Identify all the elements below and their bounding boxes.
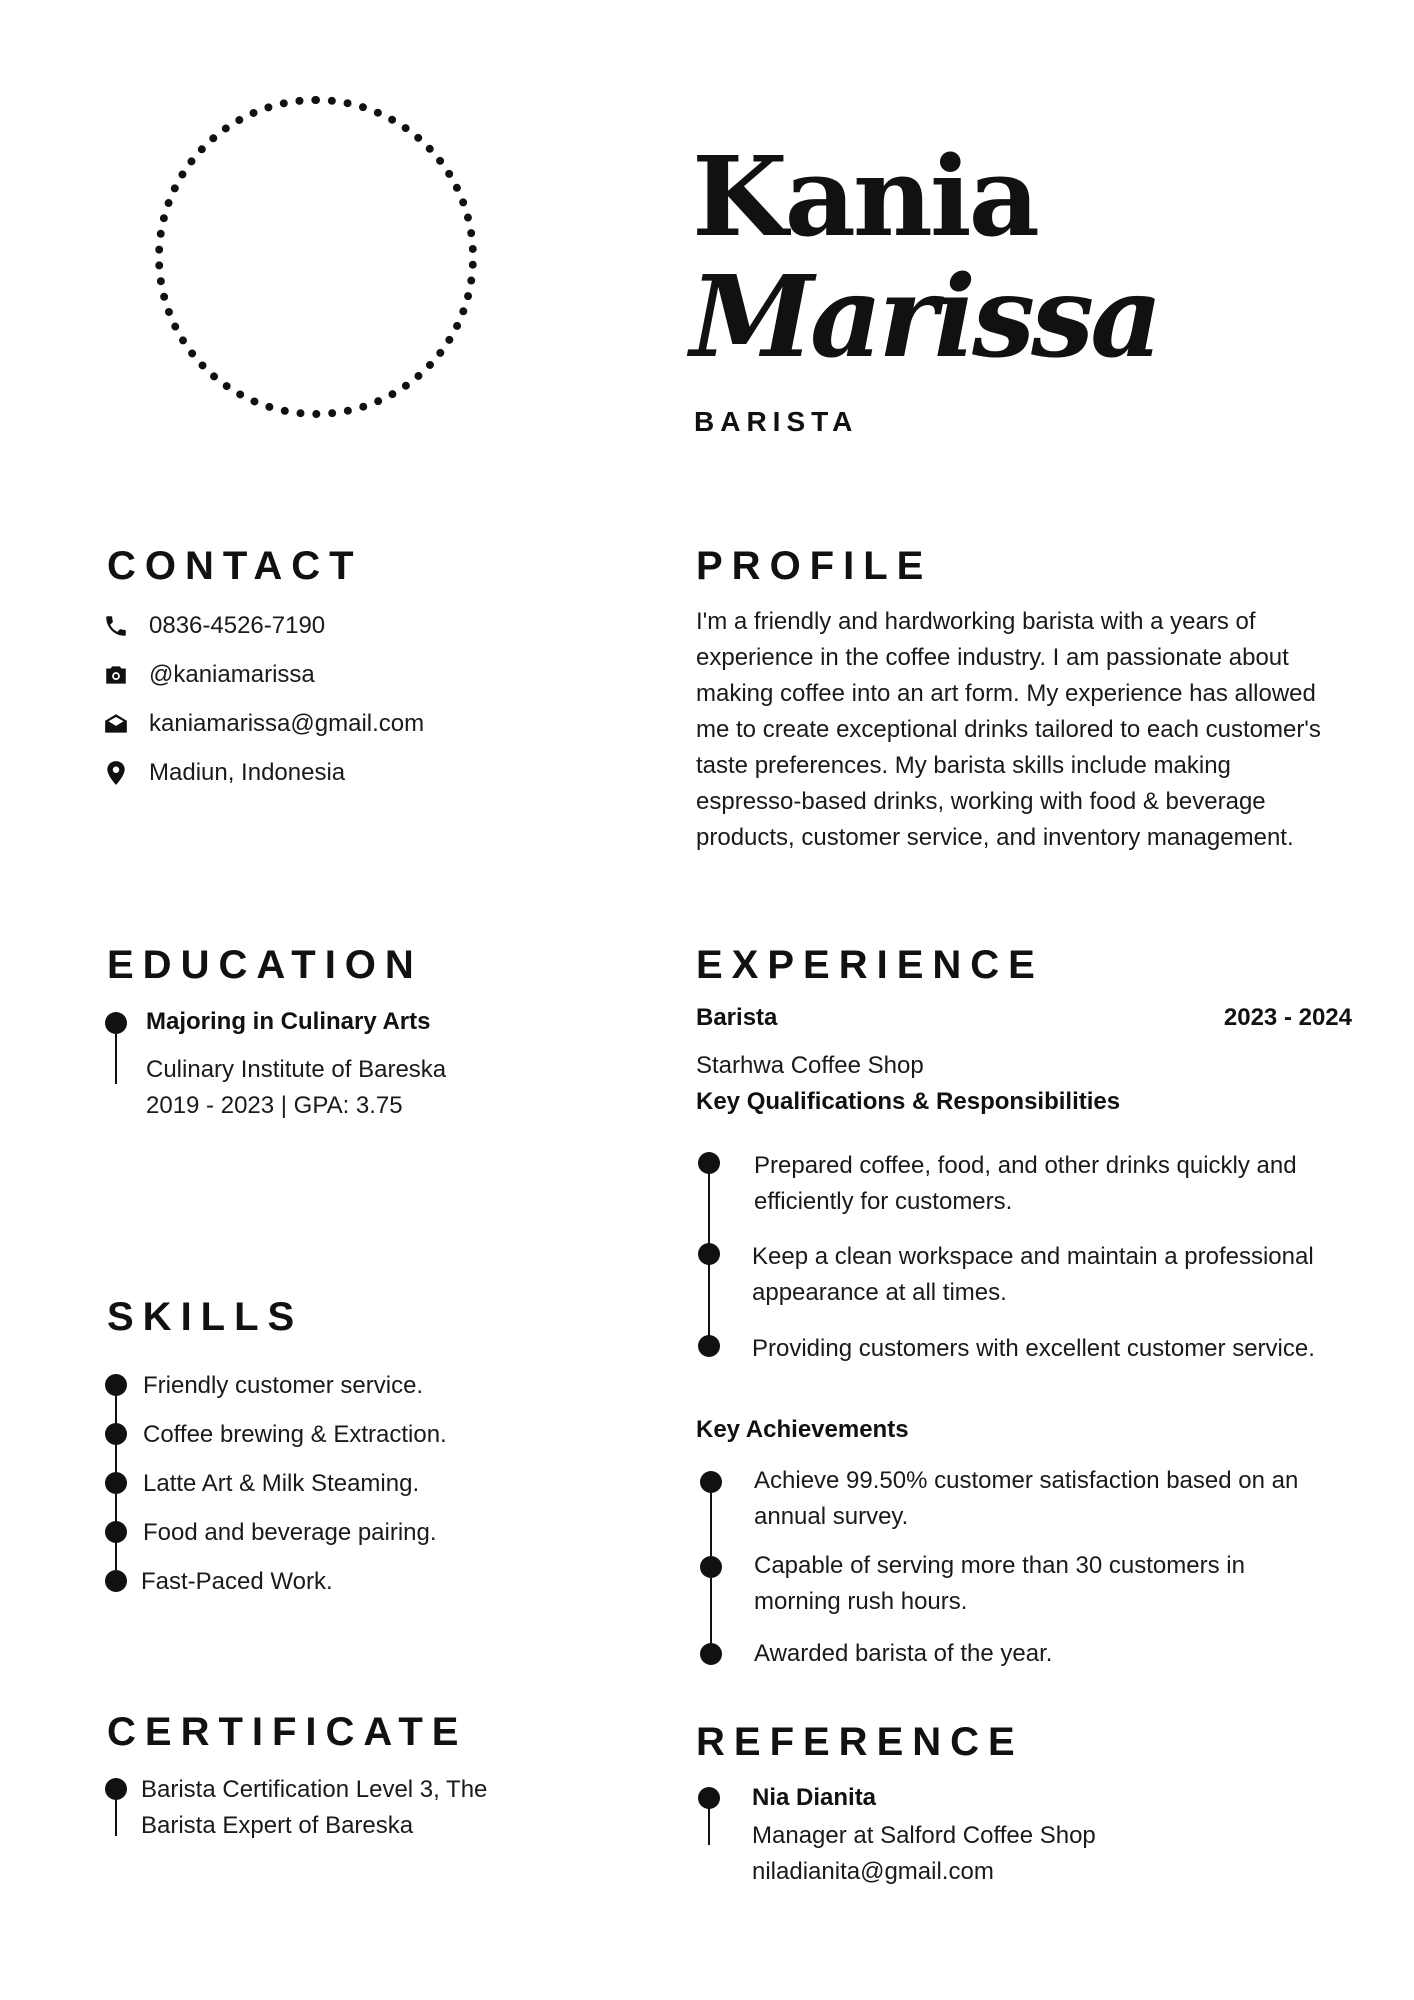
skill-bullet (105, 1423, 127, 1445)
profile-line: espresso-based drinks, working with food & beverage (696, 788, 1266, 815)
achievement-bullet (700, 1556, 722, 1578)
achievement-item (754, 1463, 1298, 1535)
contact-email (103, 706, 424, 742)
job-title: BARISTA (694, 406, 859, 437)
profile-line: taste preferences. My barista skills include making (696, 752, 1231, 779)
location-pin-icon (103, 760, 129, 786)
experience-period: 2023 - 2024 (1223, 1004, 1352, 1031)
skill-item: Food and beverage pairing. (143, 1519, 437, 1546)
profile-line: products, customer service, and inventory management. (696, 824, 1294, 851)
certificate-item (141, 1772, 487, 1844)
responsibility-line: appearance at all times. (752, 1279, 1007, 1306)
responsibility-item (754, 1148, 1297, 1220)
achievement-line: Achieve 99.50% customer satisfaction based on an (754, 1467, 1299, 1494)
contact-heading: CONTACT (107, 544, 363, 588)
responsibility-item (752, 1331, 1315, 1367)
responsibility-line: Keep a clean workspace and maintain a professional (752, 1243, 1314, 1270)
achievement-line: Capable of serving more than 30 customers in (754, 1552, 1245, 1579)
reference-timeline-line (708, 1803, 710, 1845)
skill-item: Latte Art & Milk Steaming. (143, 1470, 420, 1497)
contact-location-text: Madiun, Indonesia (149, 759, 346, 786)
profile-line: me to create exceptional drinks tailored to each customer's (696, 716, 1321, 743)
name-last: Marissa (690, 252, 1159, 383)
experience-company: Starhwa Coffee Shop (696, 1052, 924, 1079)
skill-item: Coffee brewing & Extraction. (143, 1421, 447, 1448)
achievement-bullet (700, 1643, 722, 1665)
skill-bullet (105, 1570, 127, 1592)
achievement-line: Awarded barista of the year. (754, 1640, 1053, 1667)
certificate-line: Barista Certification Level 3, The (141, 1776, 488, 1803)
contact-phone-text: 0836-4526-7190 (149, 612, 326, 639)
responsibility-bullet (698, 1152, 720, 1174)
contact-location (103, 755, 424, 791)
certificate-timeline-line (115, 1794, 117, 1836)
contact-phone (103, 608, 424, 644)
skill-bullet (105, 1472, 127, 1494)
responsibility-item (752, 1239, 1314, 1311)
contact-email-text: kaniamarissa@gmail.com (149, 710, 425, 737)
skill-item: Fast-Paced Work. (141, 1568, 333, 1595)
contact-instagram-text: @kaniamarissa (149, 661, 315, 688)
name-first: Kania (692, 132, 1037, 261)
education-school: Culinary Institute of Bareska (146, 1056, 447, 1083)
achievement-line: annual survey. (754, 1503, 909, 1530)
responsibility-line: Providing customers with excellent customer service. (752, 1335, 1315, 1362)
education-details: 2019 - 2023 | GPA: 3.75 (146, 1092, 403, 1119)
education-degree: Majoring in Culinary Arts (146, 1008, 431, 1035)
experience-heading: EXPERIENCE (696, 943, 1044, 987)
skills-heading: SKILLS (107, 1295, 304, 1339)
responsibility-bullet (698, 1243, 720, 1265)
profile-heading: PROFILE (696, 544, 933, 588)
responsibilities-heading: Key Qualifications & Responsibilities (696, 1088, 1121, 1115)
envelope-icon (103, 711, 129, 737)
achievement-line: morning rush hours. (754, 1588, 968, 1615)
camera-icon (103, 662, 129, 688)
achievement-item (754, 1636, 1052, 1672)
reference-heading: REFERENCE (696, 1720, 1024, 1764)
achievements-heading: Key Achievements (696, 1416, 909, 1443)
skill-item: Friendly customer service. (143, 1372, 424, 1399)
reference-position: Manager at Salford Coffee Shop (752, 1822, 1096, 1849)
profile-line: experience in the coffee industry. I am passionate about (696, 644, 1289, 671)
achievement-item (754, 1548, 1245, 1620)
phone-icon (103, 613, 129, 639)
profile-text (696, 604, 1376, 856)
reference-email: niladianita@gmail.com (752, 1858, 994, 1885)
profile-line: I'm a friendly and hardworking barista with a years of (696, 608, 1256, 635)
education-heading: EDUCATION (107, 943, 423, 987)
responsibility-line: efficiently for customers. (754, 1188, 1013, 1215)
photo-placeholder (155, 96, 477, 418)
contact-list (103, 608, 424, 791)
certificate-heading: CERTIFICATE (107, 1710, 468, 1754)
responsibility-bullet (698, 1335, 720, 1357)
profile-line: making coffee into an art form. My experience has allowed (696, 680, 1316, 707)
education-timeline-line (115, 1030, 117, 1084)
skill-bullet (105, 1374, 127, 1396)
experience-title: Barista (696, 1004, 778, 1031)
responsibility-line: Prepared coffee, food, and other drinks quickly and (754, 1152, 1297, 1179)
skill-bullet (105, 1521, 127, 1543)
reference-name: Nia Dianita (752, 1784, 877, 1811)
certificate-line: Barista Expert of Bareska (141, 1812, 414, 1839)
achievement-bullet (700, 1471, 722, 1493)
contact-instagram (103, 657, 424, 693)
